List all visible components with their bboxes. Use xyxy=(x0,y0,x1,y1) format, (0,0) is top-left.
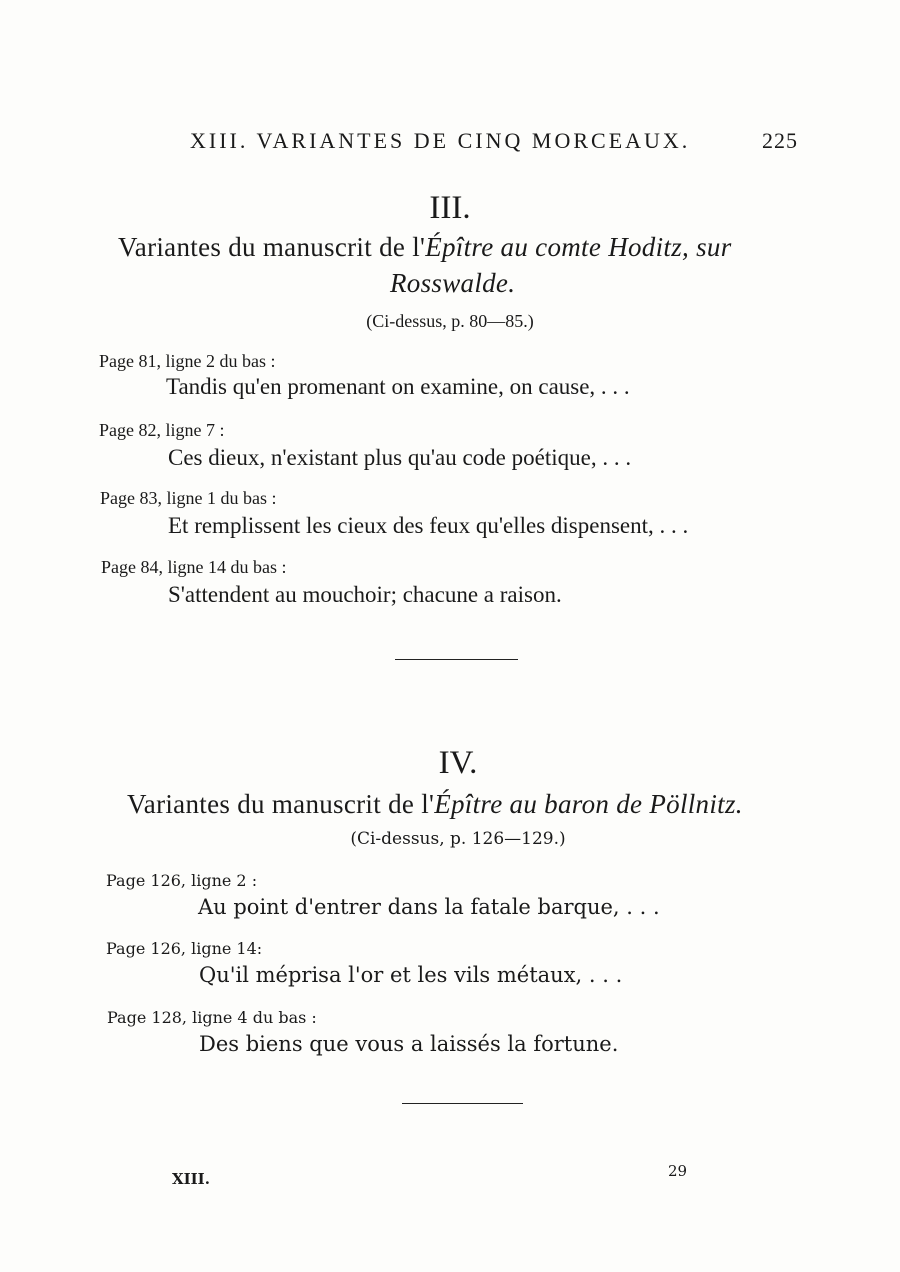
section-iv-number: IV. xyxy=(438,745,478,781)
section-iii-entry-1-verse: Tandis qu'en promenant on examine, on cause, . . . xyxy=(166,374,630,399)
section-iv-entry-3-location: Page 128, ligne 4 du bas : xyxy=(107,1008,317,1027)
section-iii-entry-3-location: Page 83, ligne 1 du bas : xyxy=(100,488,277,508)
section-iii-entry-1-location: Page 81, ligne 2 du bas : xyxy=(99,351,276,371)
section-divider xyxy=(395,659,518,660)
section-iii-reference: (Ci-dessus, p. 80—85.) xyxy=(366,311,534,331)
section-iv-entry-2-location: Page 126, ligne 14: xyxy=(106,939,263,958)
page-number: 225 xyxy=(762,128,798,153)
section-iii-title-line-1 xyxy=(118,232,732,263)
section-iii-entry-2-location: Page 82, ligne 7 : xyxy=(99,420,225,440)
section-iii-entry-4-location: Page 84, ligne 14 du bas : xyxy=(101,557,287,577)
section-iii-entry-3-verse: Et remplissent les cieux des feux qu'elles dispensent, . . . xyxy=(168,513,689,538)
section-iv-title-italic: Épître au baron de Pöllnitz. xyxy=(434,789,743,819)
section-iii-title-line-2 xyxy=(390,268,515,299)
section-iii-number: III. xyxy=(429,190,471,226)
section-iii-entry-4-verse: S'attendent au mouchoir; chacune a raison. xyxy=(168,582,562,607)
running-title: XIII. VARIANTES DE CINQ MORCEAUX. xyxy=(190,128,691,153)
signature-mark-left: XIII. xyxy=(172,1170,210,1188)
section-iv-title-prefix: Variantes du manuscrit de l' xyxy=(127,789,435,819)
section-iv-entry-3-verse: Des biens que vous a laissés la fortune. xyxy=(199,1032,619,1056)
section-iv-entry-1-location: Page 126, ligne 2 : xyxy=(106,871,258,890)
section-iii-entry-2-verse: Ces dieux, n'existant plus qu'au code poétique, . . . xyxy=(168,445,632,470)
section-iii-title-prefix: Variantes du manuscrit de l' xyxy=(118,232,426,262)
section-iv-reference: (Ci-dessus, p. 126—129.) xyxy=(350,829,566,849)
section-iv-entry-1-verse: Au point d'entrer dans la fatale barque, . . . xyxy=(198,895,660,919)
section-iv-entry-2-verse: Qu'il méprisa l'or et les vils métaux, . . . xyxy=(199,963,623,987)
section-iii-title-italic-2: Rosswalde. xyxy=(390,268,516,298)
section-iv-title xyxy=(127,789,743,820)
section-iii-title-italic-1: Épître au comte Hoditz, sur xyxy=(425,232,732,262)
section-end-rule xyxy=(402,1103,523,1104)
signature-mark-right: 29 xyxy=(668,1162,688,1180)
